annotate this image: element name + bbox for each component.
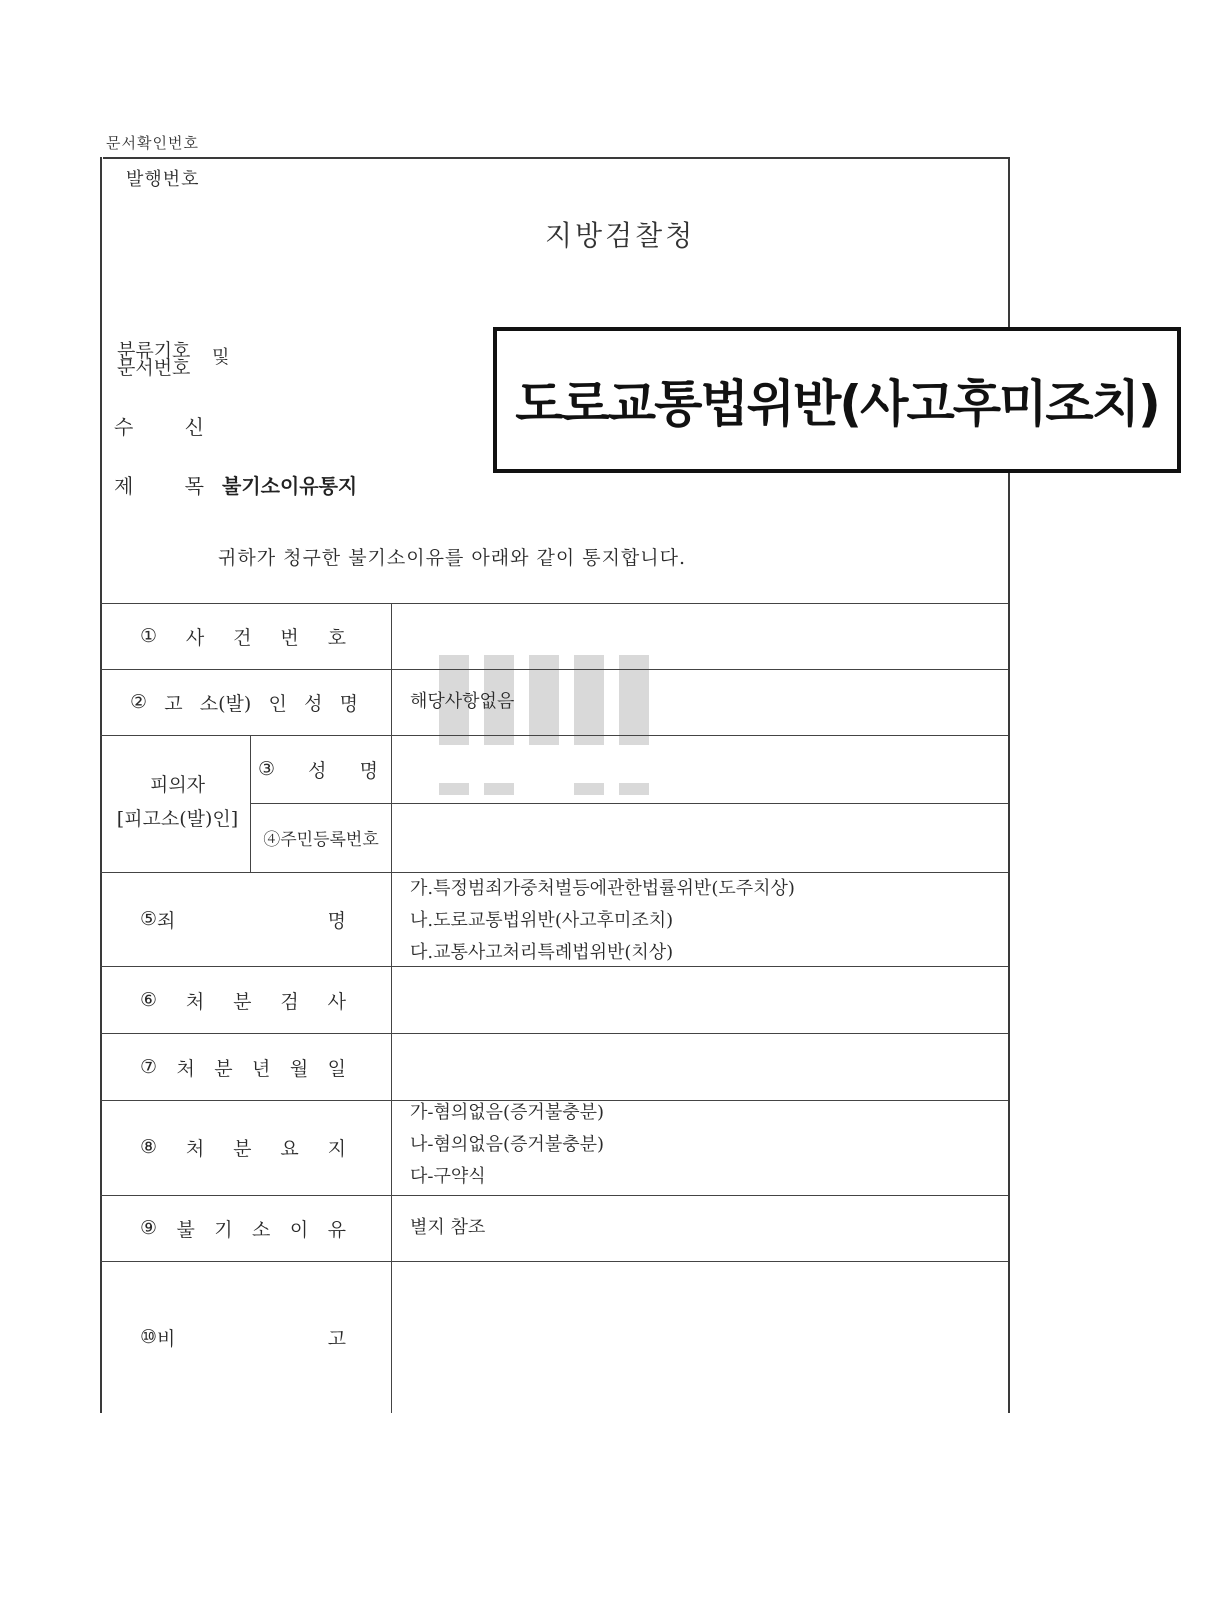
form-frame-top bbox=[103, 157, 1010, 159]
classification-label: 분류기호 문서번호 bbox=[117, 340, 191, 379]
row-disposition-summary-label: ⑧ 처 분 요 지 bbox=[140, 1136, 346, 1160]
table-rule bbox=[100, 1261, 1008, 1262]
row-non-indictment-reason-label: ⑨ 불 기 소 이 유 bbox=[140, 1217, 346, 1241]
row-resident-number-label: ④주민등록번호 bbox=[263, 829, 379, 850]
row-remarks-label: ⑩ 비 고 bbox=[140, 1326, 346, 1350]
suspect-label: 피의자 [피고소(발)인] bbox=[116, 774, 239, 830]
row-complainant-label: ② 고 소(발) 인 성 명 bbox=[130, 691, 358, 715]
classification-and: 및 bbox=[212, 347, 230, 368]
table-rule bbox=[100, 735, 1008, 736]
subject-label: 제 목 bbox=[114, 474, 204, 498]
table-rule bbox=[100, 1195, 1008, 1196]
notice-table bbox=[100, 603, 1008, 1413]
row-offense-label: ⑤ 죄 명 bbox=[140, 908, 346, 932]
row-name-label: ③ 성 명 bbox=[258, 758, 378, 782]
disposition-item: 나-혐의없음(증거불충분) bbox=[410, 1134, 605, 1155]
agency-title: 지방검찰청 bbox=[545, 219, 696, 252]
row-case-number-label: ① 사 건 번 호 bbox=[140, 625, 346, 649]
table-rule bbox=[100, 603, 1008, 604]
row-disposition-date-label: ⑦ 처 분 년 월 일 bbox=[140, 1056, 346, 1080]
row-disposition-summary-values bbox=[410, 1097, 604, 1193]
row-offense-values bbox=[410, 873, 795, 969]
charge-highlight-text: 도로교통법위반(사고후미조치) bbox=[515, 375, 1159, 433]
doc-check-number-label: 문서확인번호 bbox=[106, 134, 199, 152]
subject-value: 불기소이유통지 bbox=[222, 474, 358, 498]
charge-highlight-box bbox=[493, 327, 1181, 473]
table-column-divider bbox=[391, 603, 392, 1413]
recipient-label: 수 신 bbox=[114, 415, 204, 439]
row-non-indictment-reason-value: 별지 참조 bbox=[410, 1217, 486, 1238]
disposition-item: 다-구약식 bbox=[410, 1166, 486, 1187]
disposition-item: 가-혐의없음(증거불충분) bbox=[410, 1102, 605, 1123]
table-rule bbox=[250, 803, 1008, 804]
offense-item: 나.도로교통법위반(사고후미조치) bbox=[410, 910, 674, 931]
row-complainant-value: 해당사항없음 bbox=[410, 691, 515, 712]
table-rule bbox=[100, 1033, 1008, 1034]
issue-number-label: 발행번호 bbox=[126, 169, 200, 190]
offense-item: 다.교통사고처리특례법위반(치상) bbox=[410, 942, 674, 963]
row-prosecutor-label: ⑥ 처 분 검 사 bbox=[140, 989, 346, 1013]
table-subcolumn-divider bbox=[250, 735, 251, 872]
table-rule bbox=[100, 669, 1008, 670]
offense-item: 가.특정범죄가중처벌등에관한법률위반(도주치상) bbox=[410, 878, 795, 899]
intro-sentence: 귀하가 청구한 불기소이유를 아래와 같이 통지합니다. bbox=[218, 547, 687, 569]
